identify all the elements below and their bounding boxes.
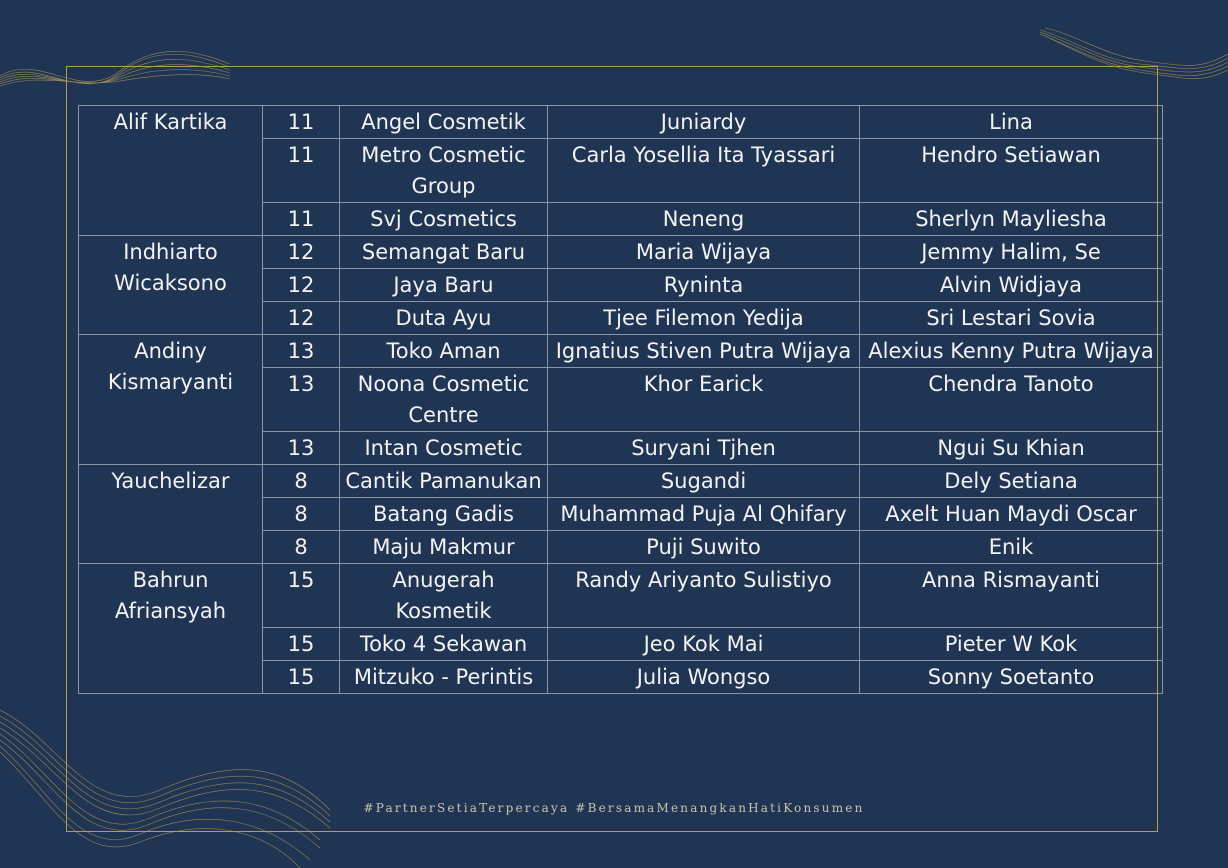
store-number: 8 [263, 498, 340, 531]
store-number: 15 [263, 564, 340, 628]
store-number: 13 [263, 335, 340, 368]
contact-name: Pieter W Kok [860, 628, 1163, 661]
owner-name: Randy Ariyanto Sulistiyo [548, 564, 860, 628]
table-row [79, 564, 1163, 628]
store-name: Cantik Pamanukan [340, 465, 548, 498]
store-name: Batang Gadis [340, 498, 548, 531]
owner-name: Julia Wongso [548, 661, 860, 694]
owner-name: Suryani Tjhen [548, 432, 860, 465]
contact-name: Anna Rismayanti [860, 564, 1163, 628]
table-row [79, 335, 1163, 368]
store-name: Semangat Baru [340, 236, 548, 269]
owner-name: Carla Yosellia Ita Tyassari [548, 139, 860, 203]
contact-name: Hendro Setiawan [860, 139, 1163, 203]
store-number: 11 [263, 203, 340, 236]
contact-name: Ngui Su Khian [860, 432, 1163, 465]
agent-name: Yauchelizar [79, 465, 263, 564]
owner-name: Puji Suwito [548, 531, 860, 564]
contact-name: Sonny Soetanto [860, 661, 1163, 694]
owner-name: Jeo Kok Mai [548, 628, 860, 661]
owner-name: Ryninta [548, 269, 860, 302]
contact-name: Dely Setiana [860, 465, 1163, 498]
footer-hashtags: #PartnerSetiaTerpercaya #BersamaMenangkanHatiKonsumen [363, 801, 865, 815]
store-name: Noona Cosmetic Centre [340, 368, 548, 432]
table-row [79, 465, 1163, 498]
owner-name: Neneng [548, 203, 860, 236]
contact-name: Alvin Widjaya [860, 269, 1163, 302]
contact-name: Axelt Huan Maydi Oscar [860, 498, 1163, 531]
store-name: Anugerah Kosmetik [340, 564, 548, 628]
owner-name: Sugandi [548, 465, 860, 498]
store-number: 8 [263, 465, 340, 498]
agent-name: Indhiarto Wicaksono [79, 236, 263, 335]
owner-name: Khor Earick [548, 368, 860, 432]
store-name: Mitzuko - Perintis [340, 661, 548, 694]
store-name: Jaya Baru [340, 269, 548, 302]
store-number: 13 [263, 368, 340, 432]
contact-name: Chendra Tanoto [860, 368, 1163, 432]
agent-name: Andiny Kismaryanti [79, 335, 263, 465]
contact-name: Jemmy Halim, Se [860, 236, 1163, 269]
owner-name: Muhammad Puja Al Qhifary [548, 498, 860, 531]
table-row [79, 236, 1163, 269]
store-name: Duta Ayu [340, 302, 548, 335]
owner-name: Maria Wijaya [548, 236, 860, 269]
store-number: 12 [263, 269, 340, 302]
store-number: 8 [263, 531, 340, 564]
agent-name: Alif Kartika [79, 106, 263, 236]
store-number: 13 [263, 432, 340, 465]
owner-name: Tjee Filemon Yedija [548, 302, 860, 335]
store-name: Toko Aman [340, 335, 548, 368]
partner-table [78, 105, 1163, 694]
table-row [79, 106, 1163, 139]
store-name: Intan Cosmetic [340, 432, 548, 465]
contact-name: Lina [860, 106, 1163, 139]
agent-name: Bahrun Afriansyah [79, 564, 263, 694]
store-number: 15 [263, 661, 340, 694]
owner-name: Juniardy [548, 106, 860, 139]
store-name: Toko 4 Sekawan [340, 628, 548, 661]
store-name: Svj Cosmetics [340, 203, 548, 236]
store-number: 12 [263, 302, 340, 335]
contact-name: Sherlyn Mayliesha [860, 203, 1163, 236]
store-number: 11 [263, 139, 340, 203]
store-number: 11 [263, 106, 340, 139]
store-number: 15 [263, 628, 340, 661]
store-name: Maju Makmur [340, 531, 548, 564]
contact-name: Sri Lestari Sovia [860, 302, 1163, 335]
store-name: Angel Cosmetik [340, 106, 548, 139]
store-number: 12 [263, 236, 340, 269]
store-name: Metro Cosmetic Group [340, 139, 548, 203]
owner-name: Ignatius Stiven Putra Wijaya [548, 335, 860, 368]
contact-name: Enik [860, 531, 1163, 564]
contact-name: Alexius Kenny Putra Wijaya [860, 335, 1163, 368]
